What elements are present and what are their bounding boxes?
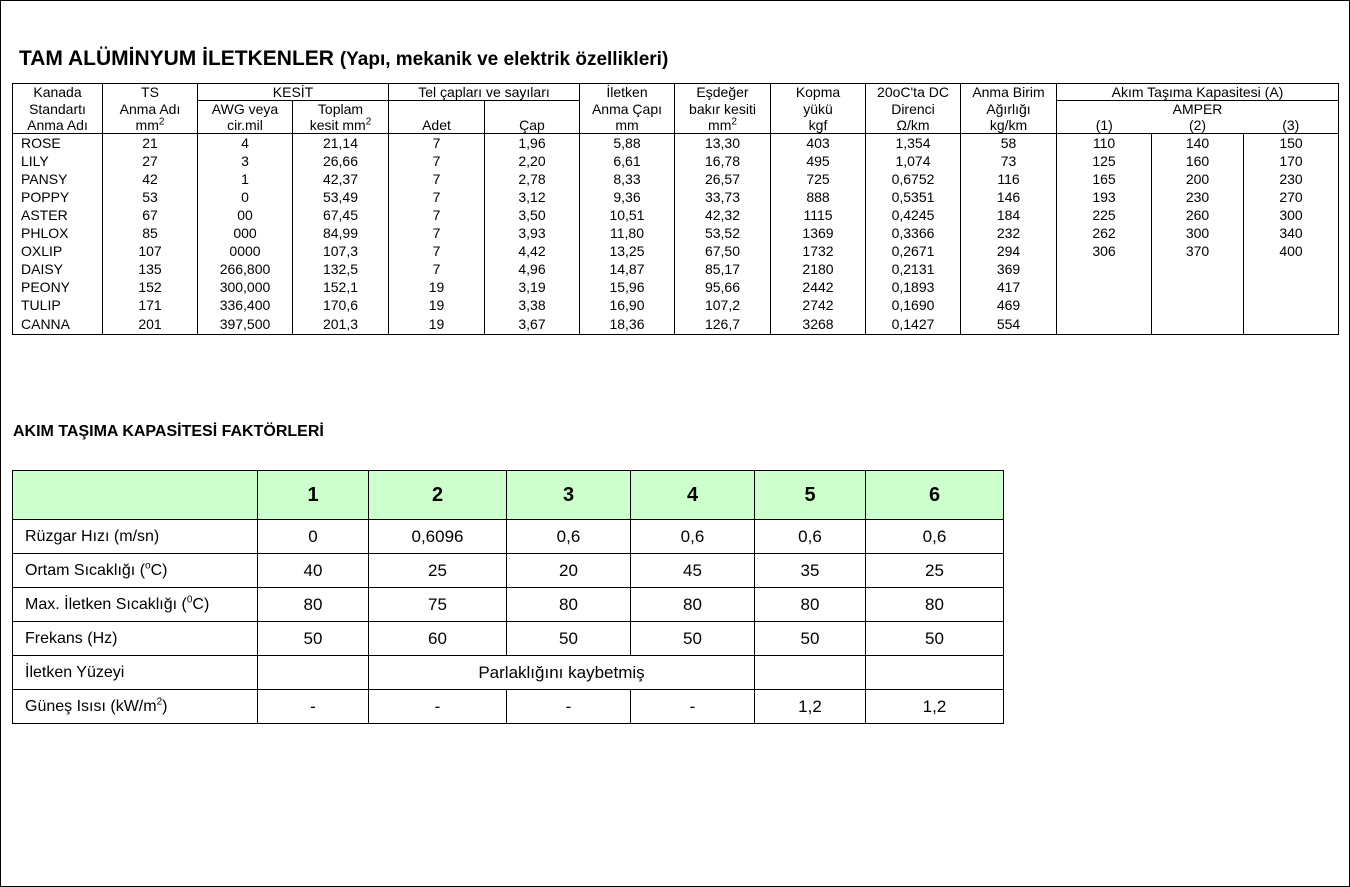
factor-value: 50 — [258, 622, 369, 656]
cell-cap: 3,19 — [485, 278, 580, 296]
cell-kopma: 1115 — [771, 206, 866, 224]
factor-label-post: ) — [162, 697, 168, 715]
factor-value: 0,6 — [866, 520, 1004, 554]
cell-name: ROSE — [13, 134, 103, 153]
cell-a3: 400 — [1244, 242, 1339, 260]
cell-awg: 397,500 — [198, 314, 293, 335]
table-row — [13, 260, 1339, 278]
header-esdeger-3 — [675, 117, 771, 134]
conductor-properties-table — [12, 83, 1339, 335]
cell-ts: 135 — [103, 260, 198, 278]
cell-ts: 201 — [103, 314, 198, 335]
cell-a2: 200 — [1152, 170, 1244, 188]
header-toplam-2 — [293, 117, 389, 134]
header-direnc-2: Direnci — [866, 101, 961, 118]
cell-agirlik: 369 — [961, 260, 1057, 278]
factor-value: - — [258, 690, 369, 724]
factor-value: 0,6 — [755, 520, 866, 554]
cell-iletken: 6,61 — [580, 152, 675, 170]
cell-toplam: 152,1 — [293, 278, 389, 296]
cell-toplam: 170,6 — [293, 296, 389, 314]
cell-esdeger: 107,2 — [675, 296, 771, 314]
table-row — [13, 170, 1339, 188]
cell-esdeger: 13,30 — [675, 134, 771, 153]
cell-kopma: 495 — [771, 152, 866, 170]
cell-kopma: 888 — [771, 188, 866, 206]
cell-cap: 4,42 — [485, 242, 580, 260]
cell-name: PANSY — [13, 170, 103, 188]
factor-value: 80 — [631, 588, 755, 622]
header-ts-2: Anma Adı — [103, 101, 198, 118]
factor-label — [13, 554, 258, 588]
factor-value: 45 — [631, 554, 755, 588]
factor-label: Frekans (Hz) — [13, 622, 258, 656]
factors-col-2: 2 — [369, 471, 507, 520]
cell-cap: 1,96 — [485, 134, 580, 153]
table-row — [13, 242, 1339, 260]
factors-row — [13, 588, 1004, 622]
cell-direnc: 0,6752 — [866, 170, 961, 188]
cell-ts: 171 — [103, 296, 198, 314]
header-kesit: KESİT — [198, 84, 389, 101]
factor-value: 20 — [507, 554, 631, 588]
cell-a1 — [1057, 296, 1152, 314]
factors-col-5: 5 — [755, 471, 866, 520]
cell-ts: 21 — [103, 134, 198, 153]
cell-awg: 0000 — [198, 242, 293, 260]
cell-a2: 230 — [1152, 188, 1244, 206]
cell-direnc: 0,4245 — [866, 206, 961, 224]
cell-name: POPPY — [13, 188, 103, 206]
header-ts: TS — [103, 84, 198, 101]
cell-toplam: 84,99 — [293, 224, 389, 242]
cell-awg: 000 — [198, 224, 293, 242]
table-row — [13, 206, 1339, 224]
cell-toplam: 67,45 — [293, 206, 389, 224]
cell-a3 — [1244, 260, 1339, 278]
cell-iletken: 10,51 — [580, 206, 675, 224]
header-esdeger-unit: mm — [708, 117, 732, 133]
cell-awg: 4 — [198, 134, 293, 153]
cell-cap: 3,93 — [485, 224, 580, 242]
factor-label-post: C) — [150, 561, 168, 579]
header-akim: Akım Taşıma Kapasitesi (A) — [1057, 84, 1339, 101]
cell-a3: 170 — [1244, 152, 1339, 170]
cell-adet: 7 — [389, 152, 485, 170]
cell-a1: 262 — [1057, 224, 1152, 242]
cell-a2: 160 — [1152, 152, 1244, 170]
cell-toplam: 132,5 — [293, 260, 389, 278]
cell-agirlik: 417 — [961, 278, 1057, 296]
factors-col-3: 3 — [507, 471, 631, 520]
table-row — [13, 188, 1339, 206]
cell-direnc: 0,5351 — [866, 188, 961, 206]
cell-direnc: 1,354 — [866, 134, 961, 153]
cell-esdeger: 42,32 — [675, 206, 771, 224]
factor-value: 0,6096 — [369, 520, 507, 554]
cell-name: LILY — [13, 152, 103, 170]
cell-a3: 150 — [1244, 134, 1339, 153]
cell-a2: 140 — [1152, 134, 1244, 153]
header-esdeger: Eşdeğer — [675, 84, 771, 101]
cell-ts: 85 — [103, 224, 198, 242]
factor-label-pre: Güneş Isısı (kW/m — [25, 697, 157, 715]
factors-col-6: 6 — [866, 471, 1004, 520]
factor-value — [866, 656, 1004, 690]
factor-value — [258, 656, 369, 690]
cell-direnc: 0,1690 — [866, 296, 961, 314]
cell-iletken: 13,25 — [580, 242, 675, 260]
factors-row — [13, 520, 1004, 554]
header-ts-3 — [103, 117, 198, 134]
table-row — [13, 224, 1339, 242]
header-tel: Tel çapları ve sayıları — [389, 84, 580, 101]
factor-value: 35 — [755, 554, 866, 588]
factors-row — [13, 656, 1004, 690]
factor-label-pre: Ortam Sıcaklığı ( — [25, 561, 146, 579]
cell-a1 — [1057, 260, 1152, 278]
header-direnc-3: Ω/km — [866, 117, 961, 134]
header-amper-2: (2) — [1152, 117, 1244, 134]
cell-adet: 7 — [389, 170, 485, 188]
cell-a3: 230 — [1244, 170, 1339, 188]
table-row — [13, 314, 1339, 335]
cell-agirlik: 58 — [961, 134, 1057, 153]
capacity-factors-table — [12, 470, 1004, 724]
cell-awg: 336,400 — [198, 296, 293, 314]
factors-row — [13, 690, 1004, 724]
cell-ts: 27 — [103, 152, 198, 170]
cell-cap: 3,67 — [485, 314, 580, 335]
cell-name: OXLIP — [13, 242, 103, 260]
cell-toplam: 26,66 — [293, 152, 389, 170]
header-kanada-2: Standartı — [13, 101, 103, 118]
cell-cap: 3,38 — [485, 296, 580, 314]
cell-a1: 193 — [1057, 188, 1152, 206]
cell-toplam: 201,3 — [293, 314, 389, 335]
factor-value: 0,6 — [631, 520, 755, 554]
table-row — [13, 134, 1339, 153]
cell-agirlik: 554 — [961, 314, 1057, 335]
header-ts-unit: mm — [135, 117, 159, 133]
factor-label — [13, 690, 258, 724]
cell-esdeger: 53,52 — [675, 224, 771, 242]
cell-iletken: 11,80 — [580, 224, 675, 242]
header-kopma: Kopma — [771, 84, 866, 101]
cell-adet: 7 — [389, 188, 485, 206]
factor-value — [755, 656, 866, 690]
cell-direnc: 0,1427 — [866, 314, 961, 335]
cell-a3 — [1244, 278, 1339, 296]
cell-kopma: 2442 — [771, 278, 866, 296]
cell-name: TULIP — [13, 296, 103, 314]
cell-a3: 270 — [1244, 188, 1339, 206]
header-ts-sup: 2 — [158, 117, 165, 128]
factor-value: 0,6 — [507, 520, 631, 554]
factor-label-post: C) — [192, 595, 210, 613]
cell-kopma: 1732 — [771, 242, 866, 260]
cell-a1 — [1057, 314, 1152, 335]
cell-kopma: 725 — [771, 170, 866, 188]
factor-value: 1,2 — [755, 690, 866, 724]
cell-ts: 67 — [103, 206, 198, 224]
cell-a3: 300 — [1244, 206, 1339, 224]
cell-awg: 3 — [198, 152, 293, 170]
factor-value: 1,2 — [866, 690, 1004, 724]
factors-row — [13, 554, 1004, 588]
factor-label: Rüzgar Hızı (m/sn) — [13, 520, 258, 554]
cell-a2: 300 — [1152, 224, 1244, 242]
cell-a2: 370 — [1152, 242, 1244, 260]
header-agirlik-2: Ağırlığı — [961, 101, 1057, 118]
header-amper-3: (3) — [1244, 117, 1339, 134]
cell-agirlik: 469 — [961, 296, 1057, 314]
cell-a2 — [1152, 296, 1244, 314]
cell-iletken: 18,36 — [580, 314, 675, 335]
factors-header-corner — [13, 471, 258, 520]
cell-iletken: 8,33 — [580, 170, 675, 188]
header-agirlik: Anma Birim — [961, 84, 1057, 101]
cell-a2: 260 — [1152, 206, 1244, 224]
cell-kopma: 403 — [771, 134, 866, 153]
header-amper-1: (1) — [1057, 117, 1152, 134]
factor-value: 75 — [369, 588, 507, 622]
factor-label-sup: 2 — [156, 696, 163, 708]
cell-adet: 7 — [389, 242, 485, 260]
factors-section-title: AKIM TAŞIMA KAPASİTESİ FAKTÖRLERİ — [13, 423, 324, 440]
cell-awg: 00 — [198, 206, 293, 224]
cell-esdeger: 33,73 — [675, 188, 771, 206]
cell-esdeger: 126,7 — [675, 314, 771, 335]
header-blank-cap — [485, 101, 580, 118]
table-row — [13, 296, 1339, 314]
factor-value: 50 — [631, 622, 755, 656]
header-toplam: Toplam — [293, 101, 389, 118]
factor-label-sup: 0 — [186, 594, 193, 606]
cell-a1: 125 — [1057, 152, 1152, 170]
cell-kopma: 2742 — [771, 296, 866, 314]
cell-adet: 7 — [389, 224, 485, 242]
document-title — [19, 47, 668, 71]
cell-awg: 266,800 — [198, 260, 293, 278]
cell-adet: 7 — [389, 134, 485, 153]
header-iletken-2: Anma Çapı — [580, 101, 675, 118]
header-adet: Adet — [389, 117, 485, 134]
cell-awg: 1 — [198, 170, 293, 188]
cell-kopma: 2180 — [771, 260, 866, 278]
cell-adet: 19 — [389, 314, 485, 335]
factors-col-4: 4 — [631, 471, 755, 520]
header-agirlik-3: kg/km — [961, 117, 1057, 134]
factor-value: 25 — [866, 554, 1004, 588]
cell-a1: 306 — [1057, 242, 1152, 260]
cell-ts: 53 — [103, 188, 198, 206]
header-cap: Çap — [485, 117, 580, 134]
header-toplam-sup: 2 — [365, 117, 372, 128]
cell-kopma: 1369 — [771, 224, 866, 242]
cell-a1: 165 — [1057, 170, 1152, 188]
cell-a1: 225 — [1057, 206, 1152, 224]
title-subtitle: (Yapı, mekanik ve elektrik özellikleri) — [339, 49, 669, 70]
cell-a2 — [1152, 278, 1244, 296]
cell-esdeger: 67,50 — [675, 242, 771, 260]
cell-esdeger: 16,78 — [675, 152, 771, 170]
factor-label: İletken Yüzeyi — [13, 656, 258, 690]
factor-value: 50 — [755, 622, 866, 656]
header-esdeger-sup: 2 — [731, 117, 737, 128]
cell-a3: 340 — [1244, 224, 1339, 242]
title-main: TAM ALÜMİNYUM İLETKENLER — [19, 47, 334, 70]
cell-adet: 19 — [389, 278, 485, 296]
cell-esdeger: 95,66 — [675, 278, 771, 296]
cell-esdeger: 26,57 — [675, 170, 771, 188]
factor-value: 80 — [755, 588, 866, 622]
factor-value: 80 — [866, 588, 1004, 622]
factor-value: 50 — [507, 622, 631, 656]
factor-merged-value: Parlaklığını kaybetmiş — [369, 656, 755, 690]
cell-agirlik: 184 — [961, 206, 1057, 224]
cell-name: CANNA — [13, 314, 103, 335]
cell-cap: 3,12 — [485, 188, 580, 206]
cell-direnc: 0,3366 — [866, 224, 961, 242]
cell-toplam: 53,49 — [293, 188, 389, 206]
cell-adet: 7 — [389, 260, 485, 278]
factor-value: 50 — [866, 622, 1004, 656]
factor-value: - — [631, 690, 755, 724]
factor-value: 25 — [369, 554, 507, 588]
cell-agirlik: 146 — [961, 188, 1057, 206]
header-esdeger-2: bakır kesiti — [675, 101, 771, 118]
header-direnc: 20oC'ta DC — [866, 84, 961, 101]
cell-ts: 152 — [103, 278, 198, 296]
cell-a2 — [1152, 260, 1244, 278]
factors-header-row — [13, 471, 1004, 520]
cell-direnc: 0,1893 — [866, 278, 961, 296]
cell-cap: 2,20 — [485, 152, 580, 170]
cell-agirlik: 294 — [961, 242, 1057, 260]
factor-value: 60 — [369, 622, 507, 656]
cell-iletken: 16,90 — [580, 296, 675, 314]
cell-iletken: 15,96 — [580, 278, 675, 296]
table-row — [13, 278, 1339, 296]
cell-name: ASTER — [13, 206, 103, 224]
header-kopma-2: yükü — [771, 101, 866, 118]
cell-ts: 107 — [103, 242, 198, 260]
cell-cap: 3,50 — [485, 206, 580, 224]
header-kanada: Kanada — [13, 84, 103, 101]
factor-value: - — [369, 690, 507, 724]
table-row — [13, 152, 1339, 170]
cell-esdeger: 85,17 — [675, 260, 771, 278]
factor-value: - — [507, 690, 631, 724]
factor-value: 80 — [258, 588, 369, 622]
header-kopma-3: kgf — [771, 117, 866, 134]
header-toplam-unit: kesit mm — [309, 117, 366, 133]
cell-a1: 110 — [1057, 134, 1152, 153]
cell-direnc: 0,2671 — [866, 242, 961, 260]
factor-label-sup: o — [145, 560, 151, 572]
factor-value: 40 — [258, 554, 369, 588]
cell-agirlik: 73 — [961, 152, 1057, 170]
cell-iletken: 14,87 — [580, 260, 675, 278]
cell-toplam: 42,37 — [293, 170, 389, 188]
cell-name: PEONY — [13, 278, 103, 296]
cell-a1 — [1057, 278, 1152, 296]
cell-toplam: 107,3 — [293, 242, 389, 260]
header-blank-adet — [389, 101, 485, 118]
cell-iletken: 9,36 — [580, 188, 675, 206]
cell-toplam: 21,14 — [293, 134, 389, 153]
cell-agirlik: 232 — [961, 224, 1057, 242]
header-iletken-3: mm — [580, 117, 675, 134]
cell-a3 — [1244, 296, 1339, 314]
cell-kopma: 3268 — [771, 314, 866, 335]
cell-cap: 4,96 — [485, 260, 580, 278]
cell-agirlik: 116 — [961, 170, 1057, 188]
cell-awg: 300,000 — [198, 278, 293, 296]
factors-row — [13, 622, 1004, 656]
header-iletken: İletken — [580, 84, 675, 101]
header-awg-2: cir.mil — [198, 117, 293, 134]
cell-cap: 2,78 — [485, 170, 580, 188]
cell-iletken: 5,88 — [580, 134, 675, 153]
cell-adet: 7 — [389, 206, 485, 224]
header-amper: AMPER — [1057, 101, 1339, 118]
factor-value: 0 — [258, 520, 369, 554]
cell-a3 — [1244, 314, 1339, 335]
cell-name: PHLOX — [13, 224, 103, 242]
cell-direnc: 1,074 — [866, 152, 961, 170]
header-kanada-3: Anma Adı — [13, 117, 103, 134]
factors-col-1: 1 — [258, 471, 369, 520]
cell-awg: 0 — [198, 188, 293, 206]
factor-value: 80 — [507, 588, 631, 622]
header-awg: AWG veya — [198, 101, 293, 118]
cell-ts: 42 — [103, 170, 198, 188]
cell-name: DAISY — [13, 260, 103, 278]
cell-a2 — [1152, 314, 1244, 335]
cell-direnc: 0,2131 — [866, 260, 961, 278]
cell-adet: 19 — [389, 296, 485, 314]
factor-label — [13, 588, 258, 622]
factor-label-pre: Max. İletken Sıcaklığı ( — [25, 595, 187, 613]
